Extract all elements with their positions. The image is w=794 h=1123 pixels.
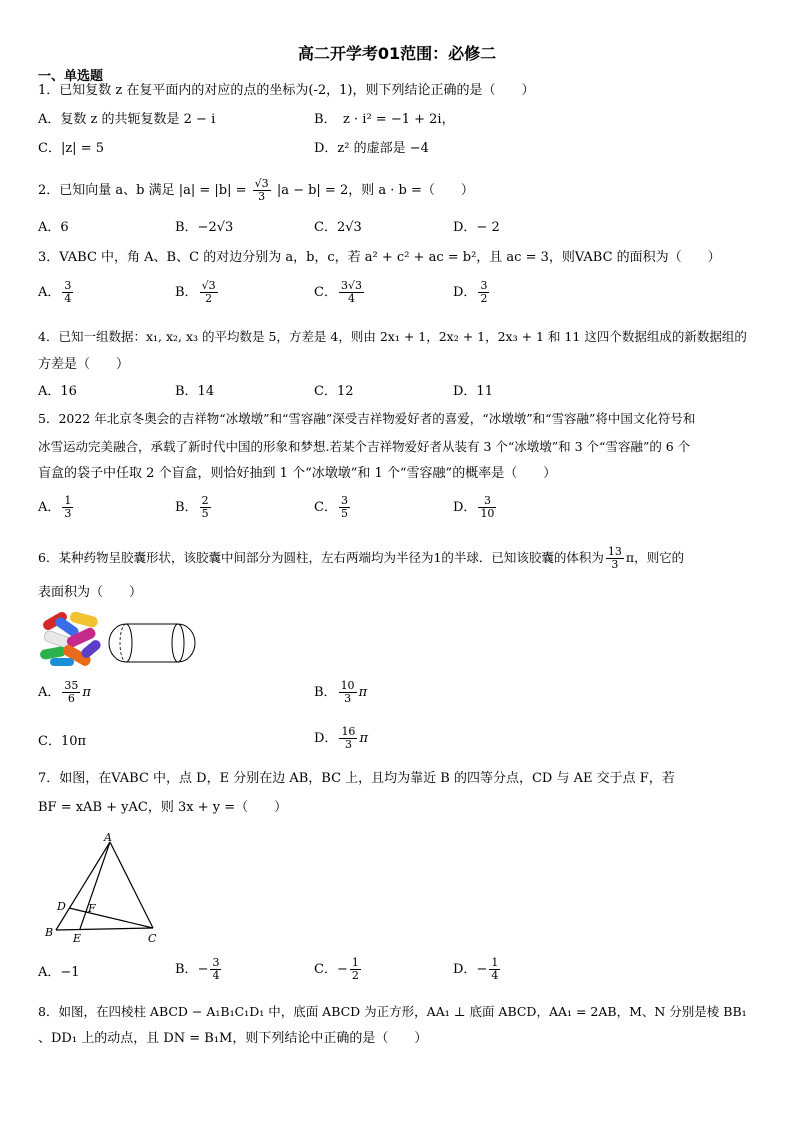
- q2-stem-post: |a − b| = 2，则 a · b =（ ）: [276, 183, 474, 198]
- fraction-den: 4: [64, 292, 72, 305]
- fraction-den: 3: [64, 507, 72, 520]
- fraction-num: 35: [64, 679, 79, 692]
- q7-option-c: [314, 957, 363, 982]
- edge-bc: [56, 928, 153, 930]
- option-fraction: [339, 726, 357, 751]
- option-label: C．: [314, 962, 337, 977]
- vertex-label-b: B: [45, 926, 54, 939]
- fraction-num: √3: [201, 279, 216, 292]
- fraction-num: 1: [351, 956, 359, 969]
- option-fraction: [339, 680, 357, 705]
- q3-option-c: [314, 280, 366, 305]
- fraction-num: 3: [480, 279, 488, 292]
- q1-option-d: D．z² 的虚部是 −4: [314, 141, 429, 156]
- option-fraction: [62, 280, 73, 305]
- option-label: A．: [38, 285, 61, 300]
- option-fraction: [339, 280, 364, 305]
- option-fraction: [478, 280, 489, 305]
- q7-option-a: A．−1: [38, 965, 80, 980]
- q2-stem-fraction: [253, 178, 271, 203]
- option-label: B．: [175, 285, 198, 300]
- q6-stem-pre: 6．某种药物呈胶囊形状，该胶囊中间部分为圆柱，左右两端均为半径为1的半球．已知该胶囊的体积为: [38, 550, 604, 565]
- section-heading: 一、单选题: [38, 69, 104, 84]
- fraction-den: 3: [611, 558, 619, 571]
- fraction-den: 3: [344, 738, 352, 751]
- q7-stem-line2: BF = xAB + yAC，则 3x + y =（ ）: [38, 800, 288, 815]
- option-label: C．: [314, 500, 337, 515]
- fraction-num: 3: [212, 956, 220, 969]
- fraction-num: 10: [340, 679, 355, 692]
- q8-stem-line2: 、DD₁ 上的动点，且 DN = B₁M，则下列结论中正确的是（ ）: [38, 1031, 428, 1046]
- option-fraction: [489, 957, 500, 982]
- fraction-den: 4: [347, 292, 355, 305]
- q7-stem-line1: 7．如图，在VABC 中，点 D，E 分别在边 AB，BC 上，且均为靠近 B 的四等分点，CD 与 AE 交于点 F，若: [38, 771, 675, 786]
- point-label-f: F: [88, 902, 96, 915]
- q6-stem-line1: [38, 546, 684, 571]
- option-fraction: [62, 680, 80, 705]
- fraction-den: 3: [258, 190, 266, 203]
- fraction-den: 4: [212, 969, 220, 982]
- option-label: B．: [314, 685, 337, 700]
- option-label: A．: [38, 500, 61, 515]
- q5-stem-line3: 盲盒的袋子中任取 2 个盲盒，则恰好抽到 1 个“冰墩墩”和 1 个“雪容融”的概率是（ ）: [38, 466, 557, 481]
- q5-stem-line1: 5．2022 年北京冬奥会的吉祥物“冰墩墩”和“雪容融”深受吉祥物爱好者的喜爱，“冰墩墩”和“雪容融”将中国文化符号和: [38, 411, 696, 426]
- q5-option-a: [38, 495, 75, 520]
- fraction-num: 1: [64, 494, 72, 507]
- q7-option-b: [175, 957, 223, 982]
- point-label-e: E: [73, 932, 82, 945]
- q6-stem-line2: 表面积为（ ）: [38, 585, 143, 600]
- triangle-figure: [40, 830, 170, 948]
- fraction-den: 2: [351, 969, 359, 982]
- q5-stem-line2: 冰雪运动完美融合，承载了新时代中国的形象和梦想.若某个吉祥物爱好者从装有 3 个“冰墩墩”和 3 个“雪容融”的 6 个: [38, 439, 691, 454]
- q6-option-b: [314, 680, 367, 705]
- q2-stem-pre: 2．已知向量 a、b 满足 |a| = |b| =: [38, 183, 247, 198]
- option-label: B．: [175, 962, 198, 977]
- q2-option-c: C．2√3: [314, 220, 362, 235]
- q8-stem-line1: 8．如图，在四棱柱 ABCD − A₁B₁C₁D₁ 中，底面 ABCD 为正方形，AA₁ ⊥ 底面 ABCD，AA₁ = 2AB，M、N 分别是棱 BB₁: [38, 1004, 747, 1019]
- option-fraction: [200, 495, 211, 520]
- option-fraction: [210, 957, 221, 982]
- fraction-den: 2: [480, 292, 488, 305]
- q2-option-b: B．−2√3: [175, 220, 234, 235]
- option-label: D．: [453, 500, 477, 515]
- q4-option-a: A．16: [38, 384, 77, 399]
- q4-stem-line1: 4．已知一组数据：x₁, x₂, x₃ 的平均数是 5，方差是 4，则由 2x₁ + 1，2x₂ + 1，2x₃ + 1 和 11 这四个数据组成的新数据组的: [38, 329, 747, 344]
- q5-option-c: [314, 495, 352, 520]
- q2-stem: [38, 178, 474, 203]
- fraction-num: 13: [607, 545, 622, 558]
- q4-option-c: C．12: [314, 384, 354, 399]
- fraction-num: 3: [340, 494, 348, 507]
- fraction-den: 10: [480, 507, 495, 520]
- fraction-den: 5: [340, 507, 348, 520]
- pi-symbol: π: [82, 685, 91, 700]
- fraction-num: 3√3: [340, 279, 362, 292]
- minus-sign: −: [476, 962, 488, 977]
- pi-symbol: π: [358, 685, 368, 700]
- page-title: 高二开学考01范围：必修二: [297, 44, 497, 63]
- q1-stem: 1．已知复数 z 在复平面内的对应的点的坐标为(-2，1)，则下列结论正确的是（ ）: [38, 83, 535, 98]
- option-fraction: [62, 495, 73, 520]
- option-label: D．: [314, 731, 338, 746]
- q1-option-c: C．|z| = 5: [38, 141, 104, 156]
- fraction-num: √3: [254, 177, 269, 190]
- q4-option-d: D．11: [453, 384, 493, 399]
- option-label: B．: [175, 500, 198, 515]
- option-fraction: [478, 495, 496, 520]
- capsule-photo: [40, 612, 102, 666]
- vertex-label-a: A: [104, 831, 112, 844]
- option-label: D．: [453, 962, 477, 977]
- q2-option-a: A．6: [38, 220, 69, 235]
- pi-symbol: π: [359, 731, 368, 746]
- fraction-den: 4: [491, 969, 499, 982]
- vertex-label-c: C: [148, 932, 157, 945]
- q5-option-d: [453, 495, 498, 520]
- fraction-den: 3: [344, 692, 352, 705]
- capsule-diagram: [106, 620, 198, 666]
- option-fraction: [339, 495, 350, 520]
- fraction-num: 1: [491, 956, 499, 969]
- option-label: D．: [453, 285, 477, 300]
- option-label: C．: [314, 285, 337, 300]
- q5-option-b: [175, 495, 213, 520]
- fraction-num: 2: [201, 494, 209, 507]
- fraction-num: 3: [478, 495, 496, 508]
- edge-ac: [110, 842, 153, 928]
- q4-option-b: B．14: [175, 384, 215, 399]
- fraction-den: 5: [201, 507, 209, 520]
- q6-option-a: [38, 680, 91, 705]
- fraction-num: 3: [64, 279, 72, 292]
- q2-option-d: D．− 2: [453, 220, 500, 235]
- option-fraction: [350, 957, 361, 982]
- option-fraction: [200, 280, 218, 305]
- q6-stem-fraction: [606, 546, 624, 571]
- q6-option-d: [314, 726, 368, 751]
- q1-option-a: A．复数 z 的共轭复数是 2 − i: [38, 112, 216, 127]
- edge-ab: [56, 842, 110, 930]
- point-label-d: D: [57, 900, 66, 913]
- q6-option-c: C．10π: [38, 734, 87, 749]
- q6-stem-post: π，则它的: [625, 550, 685, 565]
- q3-option-d: [453, 280, 491, 305]
- segment-ae: [80, 842, 110, 929]
- fraction-den: 2: [205, 292, 213, 305]
- minus-sign: −: [336, 962, 348, 977]
- option-label: A．: [38, 685, 61, 700]
- q1-option-b: B． z · i² = −1 + 2i，: [314, 112, 455, 127]
- q3-option-b: [175, 280, 220, 305]
- minus-sign: −: [197, 962, 209, 977]
- q3-stem: 3．VABC 中，角 A、B、C 的对边分别为 a，b，c，若 a² + c² + ac = b²，且 ac = 3，则VABC 的面积为（ ）: [38, 250, 721, 265]
- fraction-den: 6: [67, 692, 75, 705]
- q7-option-d: [453, 957, 502, 982]
- fraction-num: 16: [341, 725, 356, 738]
- q3-option-a: [38, 280, 75, 305]
- q4-stem-line2: 方差是（ ）: [38, 357, 130, 372]
